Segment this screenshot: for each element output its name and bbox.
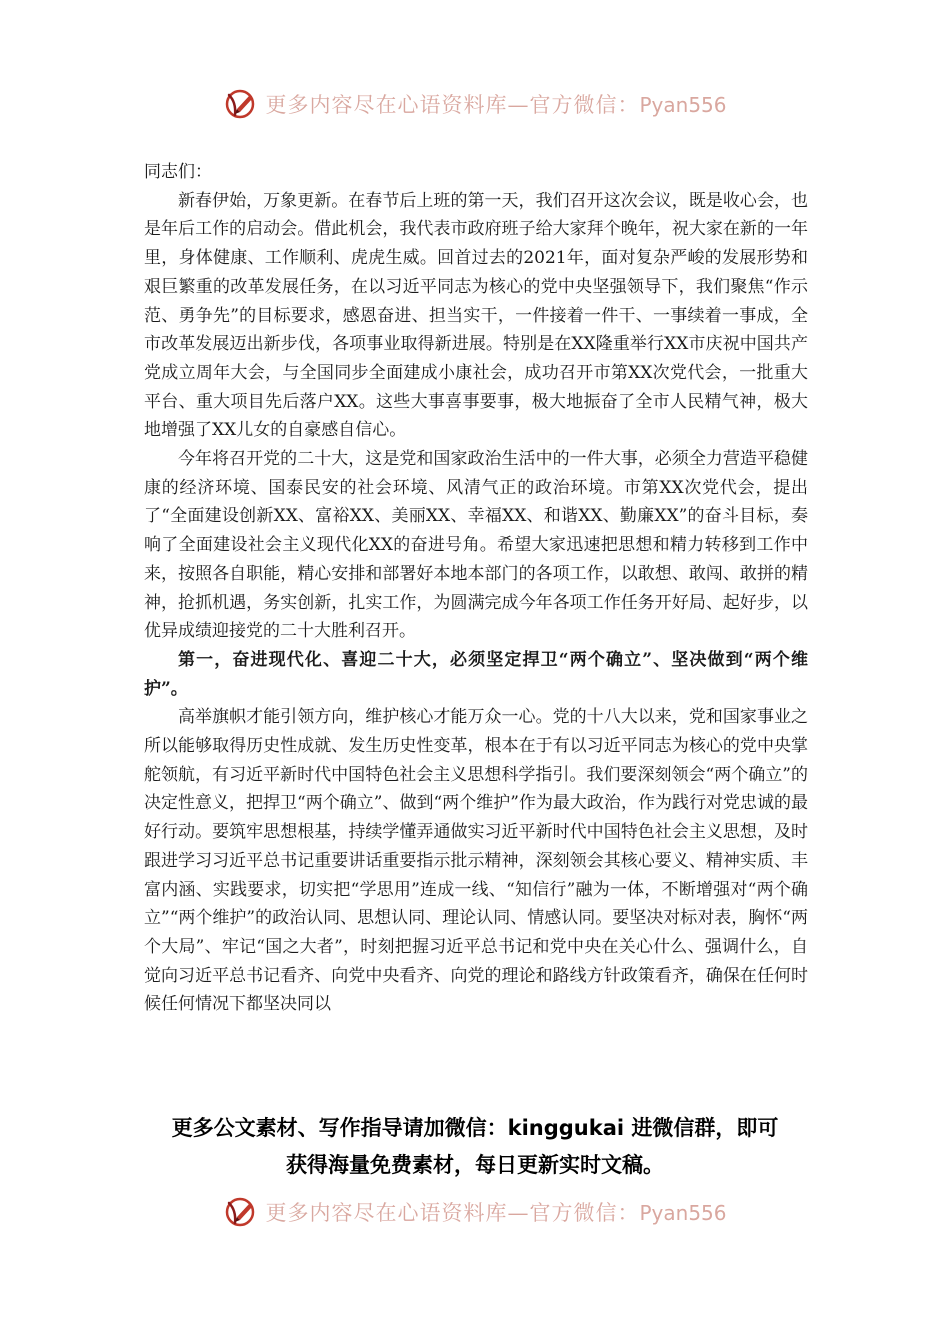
header-wechat-id: Pyan556 bbox=[639, 93, 727, 117]
pen-logo-icon bbox=[223, 1195, 257, 1229]
footer-banner-text: 更多内容尽在心语资料库—官方微信：Pyan556 bbox=[265, 1201, 727, 1225]
greeting: 同志们： bbox=[144, 162, 212, 182]
pen-logo-icon bbox=[223, 87, 257, 121]
footer-banner bbox=[0, 1190, 950, 1234]
promo-line-2: 获得海量免费素材，每日更新实时文稿。 bbox=[286, 1153, 664, 1177]
footer-wechat-id: Pyan556 bbox=[639, 1201, 727, 1225]
section-heading: 第一，奋进现代化、喜迎二十大，必须坚定捍卫“两个确立”、坚决做到“两个维护”。 bbox=[144, 649, 808, 699]
paragraph-2: 今年将召开党的二十大，这是党和国家政治生活中的一件大事，必须全力营造平稳健康的经济环境、国泰民安的社会环境、风清气正的政治环境。市第XX次党代会，提出了“全面建设创新XX、富裕XX、美丽XX、幸福XX、和谐XX、勤廉XX”的奋斗目标，奏响了全面建设社会主义现代化XX的奋进号角。希望大家迅速把思想和精力转移到工作中来，按照各自职能，精心安排和部署好本地本部门的各项工作，以敢想、敢闯、敢拼的精神，抢抓机遇，务实创新，扎实工作，为圆满完成今年各项工作任务开好局、起好步，以优异成绩迎接党的二十大胜利召开。 bbox=[144, 449, 808, 642]
header-banner-text: 更多内容尽在心语资料库—官方微信：Pyan556 bbox=[265, 93, 727, 117]
section-paragraph: 高举旗帜才能引领方向，维护核心才能万众一心。党的十八大以来，党和国家事业之所以能够取得历史性成就、发生历史性变革，根本在于有以习近平同志为核心的党中央掌舵领航，有习近平新时代中国特色社会主义思想科学指引。我们要深刻领会“两个确立”的决定性意义，把捍卫“两个确立”、做到“两个维护”作为最大政治，作为践行对党忠诚的最好行动。要筑牢思想根基，持续学懂弄通做实习近平新时代中国特色社会主义思想，及时跟进学习习近平总书记重要讲话重要指示批示精神，深刻领会其核心要义、精神实质、丰富内涵、实践要求，切实把“学思用”连成一线、“知信行”融为一体，不断增强对“两个确立”“两个维护”的政治认同、思想认同、理论认同、情感认同。要坚决对标对表，胸怀“两个大局”、牢记“国之大者”，时刻把握习近平总书记和党中央在关心什么、强调什么，自觉向习近平总书记看齐、向党中央看齐、向党的理论和路线方针政策看齐，确保在任何时候任何情况下都坚决同以 bbox=[144, 707, 808, 1015]
document-body bbox=[144, 158, 808, 1019]
promo-line-1: 更多公文素材、写作指导请加微信：kinggukai 进微信群，即可 bbox=[171, 1116, 779, 1140]
header-banner bbox=[0, 82, 950, 126]
paragraph-1: 新春伊始，万象更新。在春节后上班的第一天，我们召开这次会议，既是收心会，也是年后工作的启动会。借此机会，我代表市政府班子给大家拜个晚年，祝大家在新的一年里，身体健康、工作顺利、虎虎生威。回首过去的2021年，面对复杂严峻的发展形势和艰巨繁重的改革发展任务，在以习近平同志为核心的党中央坚强领导下，我们聚焦“作示范、勇争先”的目标要求，感恩奋进、担当实干，一件接着一件干、一事续着一事成，全市改革发展迈出新步伐，各项事业取得新进展。特别是在XX隆重举行XX市庆祝中国共产党成立周年大会，与全国同步全面建成小康社会，成功召开市第XX次党代会，一批重大平台、重大项目先后落户XX。这些大事喜事要事，极大地振奋了全市人民精气神，极大地增强了XX儿女的自豪感自信心。 bbox=[144, 190, 808, 441]
promo-notice bbox=[100, 1110, 850, 1184]
